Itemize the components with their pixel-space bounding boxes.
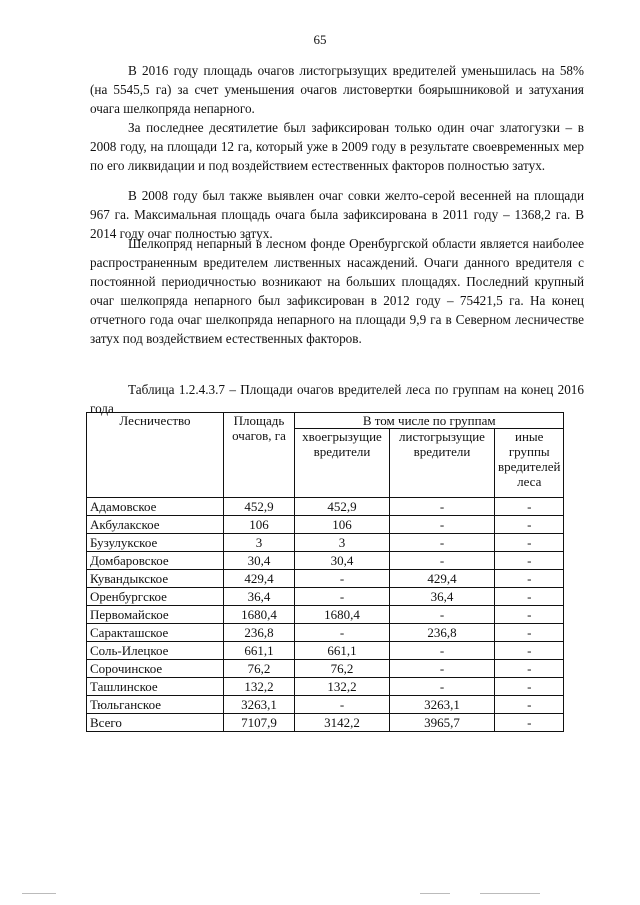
cell-area: 236,8	[224, 624, 295, 642]
cell-other: -	[495, 552, 564, 570]
header-forestry: Лесничество	[87, 413, 224, 498]
cell-leaf: -	[390, 660, 495, 678]
cell-name: Сорочинское	[87, 660, 224, 678]
cell-other: -	[495, 714, 564, 732]
cell-area: 132,2	[224, 678, 295, 696]
table-total-row	[87, 714, 564, 732]
table-row	[87, 588, 564, 606]
cell-name: Бузулукское	[87, 534, 224, 552]
cell-needle: 3142,2	[295, 714, 390, 732]
table-row	[87, 624, 564, 642]
cell-needle: 3	[295, 534, 390, 552]
cell-other: -	[495, 516, 564, 534]
scan-artifact	[420, 893, 450, 894]
cell-area: 1680,4	[224, 606, 295, 624]
cell-leaf: -	[390, 516, 495, 534]
table-row	[87, 534, 564, 552]
cell-other: -	[495, 588, 564, 606]
cell-leaf: -	[390, 498, 495, 516]
cell-name: Оренбургское	[87, 588, 224, 606]
cell-area: 3263,1	[224, 696, 295, 714]
table-row	[87, 642, 564, 660]
table-caption: Таблица 1.2.4.3.7 – Площади очагов вредителей леса по группам на конец 2016 года	[90, 382, 584, 416]
header-including: В том числе по группам	[295, 413, 564, 429]
cell-needle: 132,2	[295, 678, 390, 696]
cell-other: -	[495, 660, 564, 678]
cell-other: -	[495, 534, 564, 552]
header-area: Площадь очагов, га	[224, 413, 295, 498]
cell-area: 7107,9	[224, 714, 295, 732]
cell-area: 452,9	[224, 498, 295, 516]
paragraph-2: За последнее десятилетие был зафиксирован только один очаг златогузки – в 2008 году, на площади 12 га, который уже в 2009 году в результате своевременных мер по его ликвидации и под воздействием естественных факторов полностью затух.	[90, 120, 584, 173]
cell-leaf: -	[390, 642, 495, 660]
cell-other: -	[495, 498, 564, 516]
table-row	[87, 678, 564, 696]
cell-other: -	[495, 678, 564, 696]
pest-foci-table	[86, 412, 564, 732]
paragraph-3: В 2008 году был также выявлен очаг совки желто-серой весенней на площади 967 га. Максимальная площадь очага была зафиксирована в 2011 году – 1368,2 га. В 2014 году очаг полностью затух.	[90, 188, 584, 241]
paragraph-4: Шелкопряд непарный в лесном фонде Оренбургской области является наиболее распространенным вредителем лиственных насаждений. Очаги данного вредителя с постоянной периодичностью возникают на больших площадях. Последний крупный очаг шелкопряда непарного был зафиксирован в 2012 году – 75421,5 га. На конец отчетного года очаг шелкопряда непарного на площади 9,9 га в Северном лесничестве затух под воздействием естественных факторов.	[90, 236, 584, 346]
cell-leaf: -	[390, 534, 495, 552]
cell-other: -	[495, 606, 564, 624]
cell-leaf: 3263,1	[390, 696, 495, 714]
table-row	[87, 516, 564, 534]
table-row	[87, 498, 564, 516]
header-leaf: листогрызущие вредители	[390, 429, 495, 498]
cell-needle: 1680,4	[295, 606, 390, 624]
cell-name: Кувандыкское	[87, 570, 224, 588]
cell-other: -	[495, 642, 564, 660]
cell-needle: -	[295, 570, 390, 588]
cell-other: -	[495, 624, 564, 642]
header-needle: хвоегрызущие вредители	[295, 429, 390, 498]
cell-area: 30,4	[224, 552, 295, 570]
cell-needle: 76,2	[295, 660, 390, 678]
cell-name: Первомайское	[87, 606, 224, 624]
table-row	[87, 552, 564, 570]
table-row	[87, 606, 564, 624]
header-other: иные группы вредителей леса	[495, 429, 564, 498]
page-number: 65	[313, 32, 327, 47]
cell-leaf: -	[390, 606, 495, 624]
cell-leaf: -	[390, 678, 495, 696]
cell-leaf: 429,4	[390, 570, 495, 588]
cell-needle: 452,9	[295, 498, 390, 516]
paragraph-1: В 2016 году площадь очагов листогрызущих вредителей уменьшилась на 58% (на 5545,5 га) за счет уменьшения очагов листовертки боярышниковой и затухания очага шелкопряда непарного.	[90, 63, 584, 116]
cell-area: 429,4	[224, 570, 295, 588]
scan-artifact	[480, 893, 540, 894]
cell-other: -	[495, 570, 564, 588]
cell-name: Акбулакское	[87, 516, 224, 534]
cell-name: Саракташское	[87, 624, 224, 642]
cell-other: -	[495, 696, 564, 714]
table-row	[87, 570, 564, 588]
cell-name: Ташлинское	[87, 678, 224, 696]
table-row	[87, 696, 564, 714]
cell-area: 36,4	[224, 588, 295, 606]
cell-name: Соль-Илецкое	[87, 642, 224, 660]
cell-area: 3	[224, 534, 295, 552]
cell-leaf: 3965,7	[390, 714, 495, 732]
cell-name: Тюльганское	[87, 696, 224, 714]
cell-needle: -	[295, 624, 390, 642]
cell-leaf: 36,4	[390, 588, 495, 606]
cell-needle: 30,4	[295, 552, 390, 570]
cell-name: Адамовское	[87, 498, 224, 516]
cell-area: 76,2	[224, 660, 295, 678]
cell-area: 661,1	[224, 642, 295, 660]
cell-needle: -	[295, 696, 390, 714]
cell-name: Домбаровское	[87, 552, 224, 570]
scan-artifact	[22, 893, 56, 894]
cell-needle: -	[295, 588, 390, 606]
cell-name: Всего	[87, 714, 224, 732]
cell-leaf: -	[390, 552, 495, 570]
cell-area: 106	[224, 516, 295, 534]
cell-leaf: 236,8	[390, 624, 495, 642]
cell-needle: 661,1	[295, 642, 390, 660]
table-row	[87, 660, 564, 678]
cell-needle: 106	[295, 516, 390, 534]
